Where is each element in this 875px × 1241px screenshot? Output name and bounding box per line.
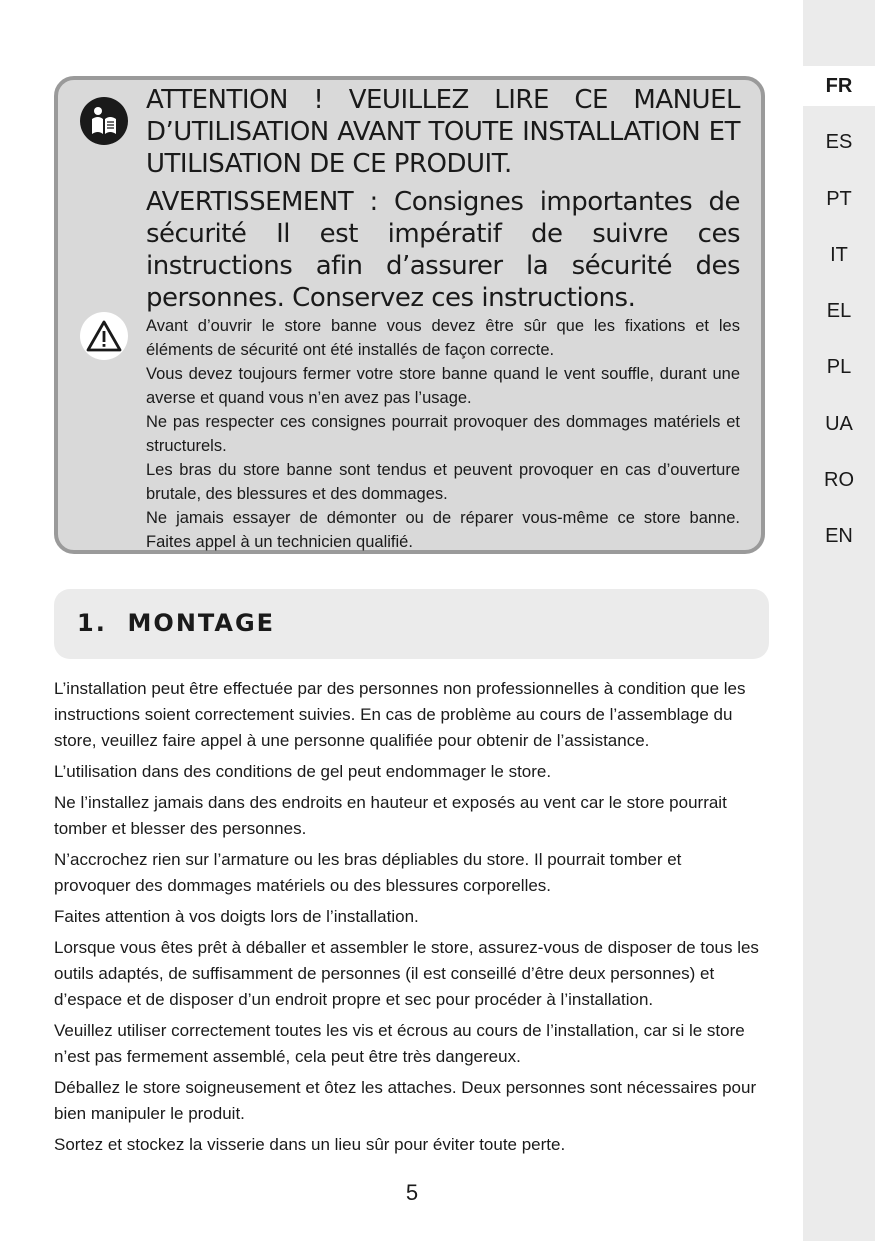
- lang-tab-pt[interactable]: PT: [826, 188, 852, 210]
- safety-instructions: [146, 314, 740, 554]
- page-number: 5: [405, 1180, 419, 1205]
- paragraph: Déballez le store soigneusement et ôtez les attaches. Deux personnes sont nécessaires pour bien manipuler le produit.: [54, 1078, 757, 1123]
- avertissement-heading: AVERTISSEMENT : Consignes importantes de sécurité Il est impératif de suivre ces instructions afin d’assurer la sécurité des personnes. Conservez ces instructions.: [146, 187, 740, 313]
- safety-item: Vous devez toujours fermer votre store banne quand le vent souffle, durant une averse et quand vous n’en avez pas l’usage.: [146, 365, 740, 407]
- safety-item: Les bras du store banne sont tendus et peuvent provoquer en cas d’ouverture brutale, des blessures et des dommages.: [146, 461, 740, 503]
- paragraph: N’accrochez rien sur l’armature ou les bras dépliables du store. Il pourrait tomber et provoquer des dommages matériels ou des blessures corporelles.: [54, 850, 682, 895]
- warning-triangle-icon: [80, 312, 128, 360]
- paragraph: Lorsque vous êtes prêt à déballer et assembler le store, assurez-vous de disposer de tous les outils adaptés, de suffisamment de personnes (il est conseillé d’être deux personnes) et d’espace et de disposer d’un endroit propre et sec pour procéder à l’installation.: [54, 938, 759, 1009]
- paragraph: Sortez et stockez la visserie dans un lieu sûr pour éviter toute perte.: [54, 1135, 566, 1154]
- safety-item: Ne jamais essayer de démonter ou de réparer vous-même ce store banne. Faites appel à un technicien qualifié.: [146, 509, 740, 551]
- lang-tab-ua[interactable]: UA: [825, 413, 853, 435]
- paragraph: L’utilisation dans des conditions de gel peut endommager le store.: [54, 762, 552, 781]
- lang-tab-el[interactable]: EL: [826, 300, 852, 322]
- language-sidebar: [803, 0, 875, 1241]
- section-title: 1. MONTAGE: [77, 609, 276, 637]
- lang-tab-es[interactable]: ES: [825, 131, 853, 153]
- safety-item: Ne pas respecter ces consignes pourrait provoquer des dommages matériels et structurels.: [146, 413, 740, 455]
- lang-tab-en[interactable]: EN: [825, 525, 853, 547]
- safety-item: Avant d’ouvrir le store banne vous devez être sûr que les fixations et les éléments de sécurité ont été installés de façon correcte.: [146, 317, 740, 359]
- lang-tab-pl[interactable]: PL: [826, 356, 852, 378]
- read-manual-icon: [80, 97, 128, 145]
- paragraph: Faites attention à vos doigts lors de l’installation.: [54, 907, 419, 926]
- montage-body: [54, 676, 759, 1163]
- lang-tab-ro[interactable]: RO: [824, 469, 854, 491]
- paragraph: Ne l’installez jamais dans des endroits en hauteur et exposés au vent car le store pourrait tomber et blesser des personnes.: [54, 793, 727, 838]
- paragraph: Veuillez utiliser correctement toutes les vis et écrous au cours de l’installation, car si le store n’est pas fermement assemblé, cela peut être très dangereux.: [54, 1021, 745, 1066]
- lang-tab-fr[interactable]: FR: [803, 66, 875, 106]
- paragraph: L’installation peut être effectuée par des personnes non professionnelles à condition que les instructions soient correctement suivies. En cas de problème au cours de l’assemblage du store, veuillez faire appel à une personne qualifiée pour obtenir de l’assistance.: [54, 679, 746, 750]
- lang-tab-it[interactable]: IT: [830, 244, 848, 266]
- attention-heading: ATTENTION ! VEUILLEZ LIRE CE MANUEL D’UTILISATION AVANT TOUTE INSTALLATION ET UTILISATION DE CE PRODUIT.: [146, 85, 740, 179]
